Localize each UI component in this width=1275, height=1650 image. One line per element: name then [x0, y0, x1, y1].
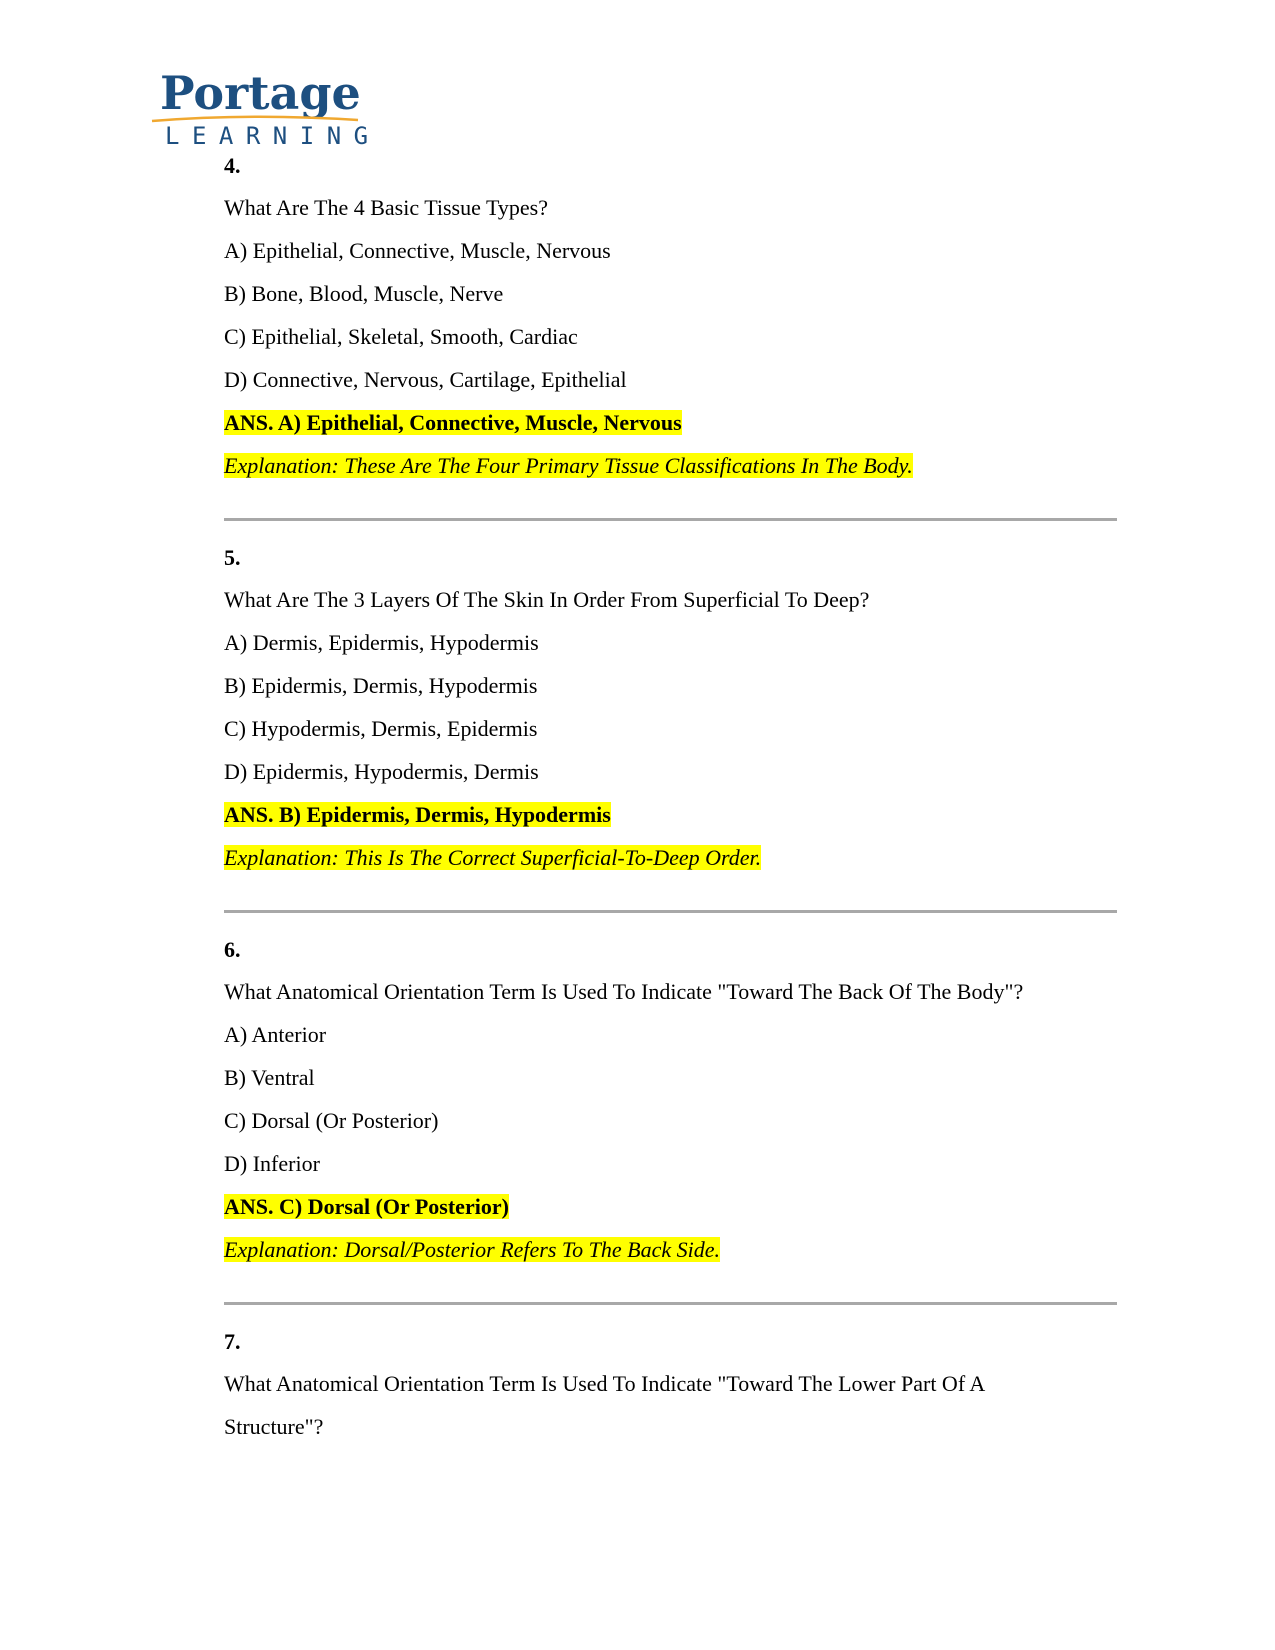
option-c: C) Dorsal (Or Posterior)	[224, 1108, 439, 1133]
logo-wordmark: Portage	[160, 66, 361, 120]
option-a: A) Anterior	[224, 1022, 327, 1047]
divider	[224, 518, 1117, 521]
question-7	[224, 1322, 1124, 1448]
option-d: D) Inferior	[224, 1151, 320, 1176]
question-4	[224, 146, 1124, 521]
question-number: 6.	[224, 937, 241, 962]
portage-learning-logo	[150, 66, 381, 152]
question-6	[224, 930, 1124, 1305]
answer: ANS. A) Epithelial, Connective, Muscle, Nervous	[224, 410, 682, 435]
option-d: D) Epidermis, Hypodermis, Dermis	[224, 759, 539, 784]
option-d: D) Connective, Nervous, Cartilage, Epithelial	[224, 367, 627, 392]
logo-subtitle: LEARNING	[165, 122, 381, 150]
answer: ANS. B) Epidermis, Dermis, Hypodermis	[224, 802, 611, 827]
question-text: What Are The 3 Layers Of The Skin In Order From Superficial To Deep?	[224, 587, 870, 612]
question-5	[224, 538, 1124, 913]
explanation: Explanation: These Are The Four Primary Tissue Classifications In The Body.	[224, 453, 913, 478]
question-text: What Anatomical Orientation Term Is Used To Indicate "Toward The Back Of The Body"?	[224, 979, 1024, 1004]
question-text: What Are The 4 Basic Tissue Types?	[224, 195, 548, 220]
option-a: A) Dermis, Epidermis, Hypodermis	[224, 630, 539, 655]
option-c: C) Epithelial, Skeletal, Smooth, Cardiac	[224, 324, 578, 349]
question-number: 4.	[224, 153, 241, 178]
option-b: B) Ventral	[224, 1065, 315, 1090]
question-number: 5.	[224, 545, 241, 570]
explanation: Explanation: This Is The Correct Superficial-To-Deep Order.	[224, 845, 762, 870]
explanation: Explanation: Dorsal/Posterior Refers To The Back Side.	[224, 1237, 720, 1262]
divider	[224, 910, 1117, 913]
option-b: B) Bone, Blood, Muscle, Nerve	[224, 281, 504, 306]
option-b: B) Epidermis, Dermis, Hypodermis	[224, 673, 538, 698]
question-number: 7.	[224, 1329, 241, 1354]
question-list	[224, 146, 1124, 1448]
option-a: A) Epithelial, Connective, Muscle, Nervous	[224, 238, 611, 263]
answer: ANS. C) Dorsal (Or Posterior)	[224, 1194, 509, 1219]
option-c: C) Hypodermis, Dermis, Epidermis	[224, 716, 538, 741]
question-text: What Anatomical Orientation Term Is Used To Indicate "Toward The Lower Part Of A Structure"?	[224, 1371, 985, 1439]
divider	[224, 1302, 1117, 1305]
